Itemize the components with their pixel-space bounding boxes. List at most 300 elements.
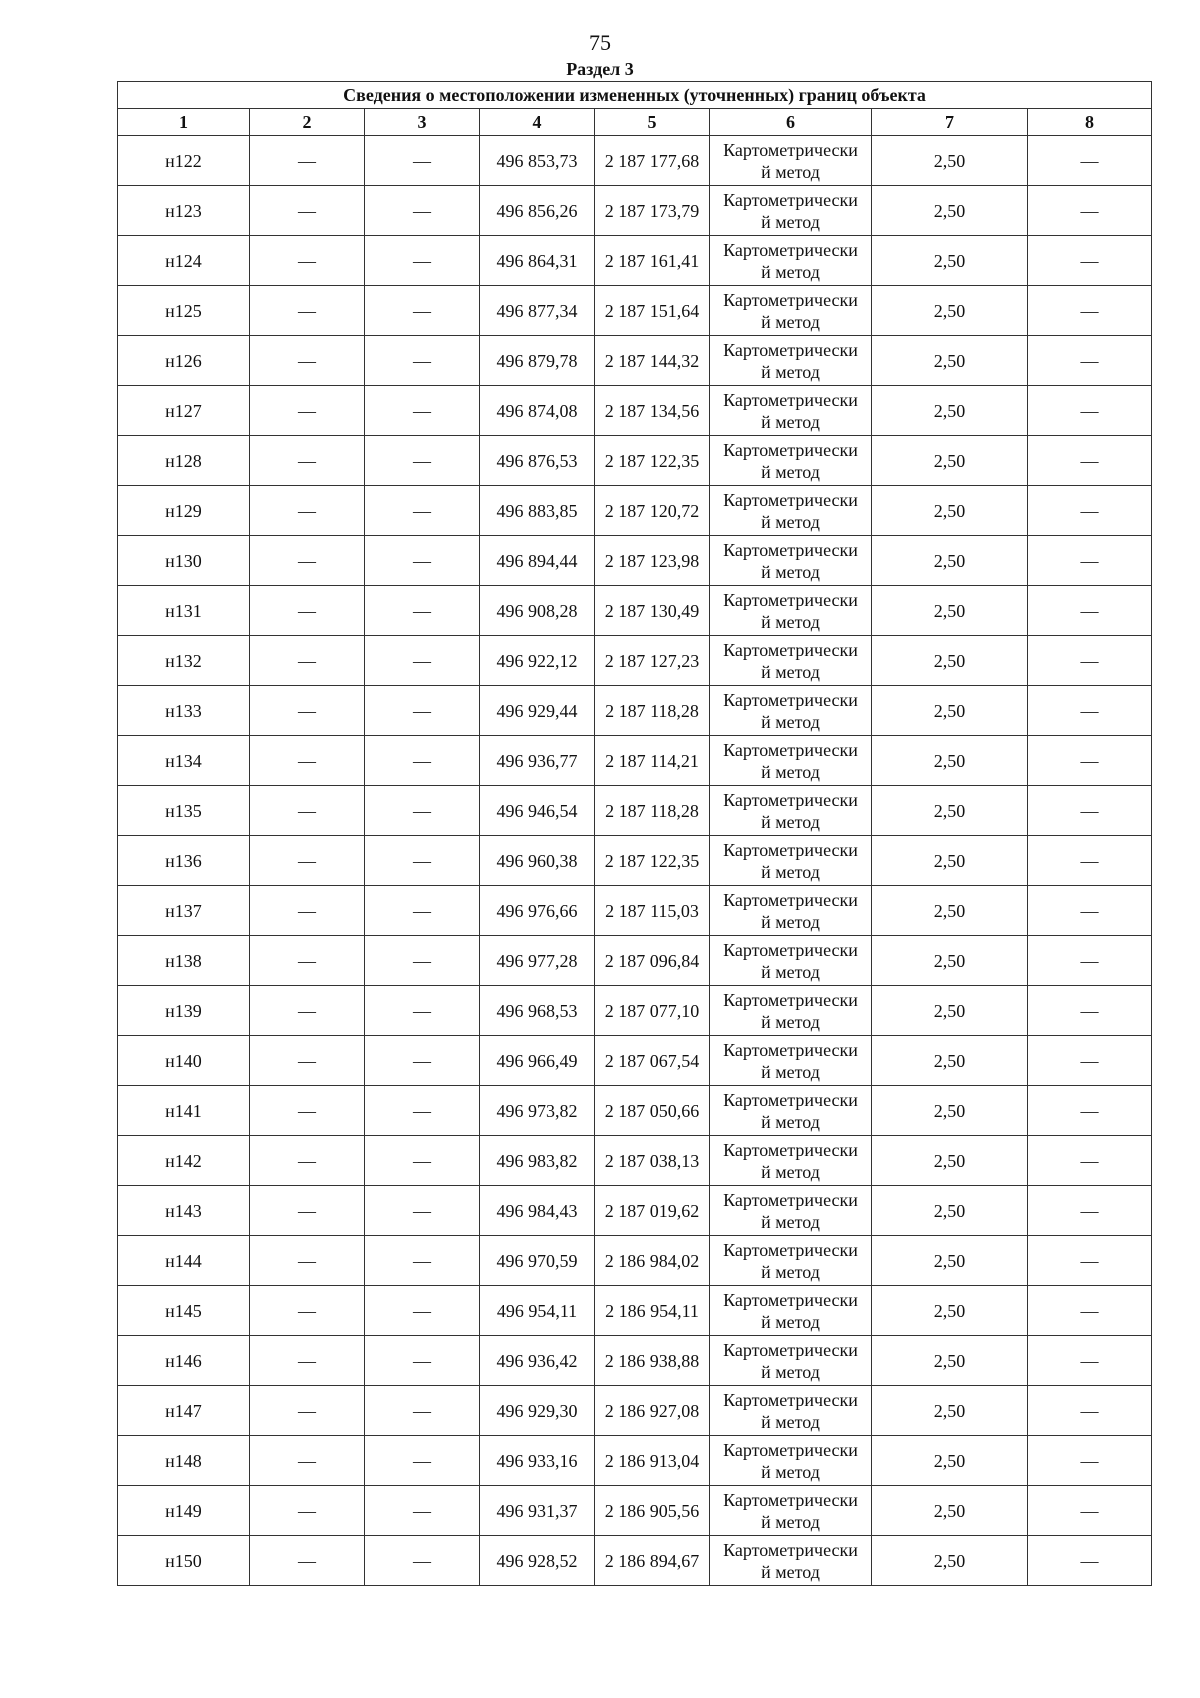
y-coordinate-cell: 2 187 130,49 xyxy=(595,586,710,636)
col3-cell: — xyxy=(365,586,480,636)
point-id-cell: н131 xyxy=(118,586,250,636)
col8-cell: — xyxy=(1028,586,1152,636)
col8-cell: — xyxy=(1028,1136,1152,1186)
col8-cell: — xyxy=(1028,486,1152,536)
y-coordinate-cell: 2 186 954,11 xyxy=(595,1286,710,1336)
method-cell xyxy=(710,1336,872,1386)
precision-cell: 2,50 xyxy=(872,1036,1028,1086)
method-line-1: Картометрически xyxy=(723,1089,858,1110)
x-coordinate-cell: 496 856,26 xyxy=(480,186,595,236)
precision-cell: 2,50 xyxy=(872,686,1028,736)
method-line-2: й метод xyxy=(761,311,820,332)
point-id-cell: н125 xyxy=(118,286,250,336)
col8-cell: — xyxy=(1028,1086,1152,1136)
table-row xyxy=(118,236,1152,286)
section-title: Раздел 3 xyxy=(566,59,634,79)
point-id-cell: н133 xyxy=(118,686,250,736)
x-coordinate-cell: 496 929,44 xyxy=(480,686,595,736)
method-cell xyxy=(710,386,872,436)
col8-cell: — xyxy=(1028,436,1152,486)
method-cell xyxy=(710,336,872,386)
col8-cell: — xyxy=(1028,836,1152,886)
table-row xyxy=(118,1486,1152,1536)
method-line-2: й метод xyxy=(761,361,820,382)
precision-cell: 2,50 xyxy=(872,1136,1028,1186)
x-coordinate-cell: 496 879,78 xyxy=(480,336,595,386)
point-id-cell: н123 xyxy=(118,186,250,236)
col8-cell: — xyxy=(1028,536,1152,586)
col8-cell: — xyxy=(1028,1536,1152,1586)
table-row xyxy=(118,936,1152,986)
x-coordinate-cell: 496 876,53 xyxy=(480,436,595,486)
table-row xyxy=(118,136,1152,186)
col3-cell: — xyxy=(365,136,480,186)
method-line-1: Картометрически xyxy=(723,1039,858,1060)
table-row xyxy=(118,1436,1152,1486)
precision-cell: 2,50 xyxy=(872,1086,1028,1136)
precision-cell: 2,50 xyxy=(872,236,1028,286)
y-coordinate-cell: 2 186 984,02 xyxy=(595,1236,710,1286)
method-line-2: й метод xyxy=(761,1511,820,1532)
precision-cell: 2,50 xyxy=(872,1486,1028,1536)
y-coordinate-cell: 2 187 127,23 xyxy=(595,636,710,686)
method-line-2: й метод xyxy=(761,1261,820,1282)
method-cell xyxy=(710,236,872,286)
point-id-cell: н141 xyxy=(118,1086,250,1136)
col2-cell: — xyxy=(250,736,365,786)
x-coordinate-cell: 496 983,82 xyxy=(480,1136,595,1186)
col8-cell: — xyxy=(1028,786,1152,836)
method-line-1: Картометрически xyxy=(723,1189,858,1210)
precision-cell: 2,50 xyxy=(872,886,1028,936)
x-coordinate-cell: 496 929,30 xyxy=(480,1386,595,1436)
table-row xyxy=(118,836,1152,886)
precision-cell: 2,50 xyxy=(872,736,1028,786)
precision-cell: 2,50 xyxy=(872,1286,1028,1336)
precision-cell: 2,50 xyxy=(872,1436,1028,1486)
point-id-cell: н136 xyxy=(118,836,250,886)
col8-cell: — xyxy=(1028,1036,1152,1086)
col8-cell: — xyxy=(1028,1436,1152,1486)
method-line-1: Картометрически xyxy=(723,689,858,710)
point-id-cell: н134 xyxy=(118,736,250,786)
method-line-2: й метод xyxy=(761,211,820,232)
table-row xyxy=(118,736,1152,786)
table-row xyxy=(118,1136,1152,1186)
col8-cell: — xyxy=(1028,1286,1152,1336)
method-cell xyxy=(710,1086,872,1136)
column-number: 5 xyxy=(595,109,710,136)
method-line-1: Картометрически xyxy=(723,1339,858,1360)
point-id-cell: н129 xyxy=(118,486,250,536)
method-line-2: й метод xyxy=(761,611,820,632)
x-coordinate-cell: 496 936,42 xyxy=(480,1336,595,1386)
point-id-cell: н124 xyxy=(118,236,250,286)
x-coordinate-cell: 496 984,43 xyxy=(480,1186,595,1236)
col2-cell: — xyxy=(250,436,365,486)
col8-cell: — xyxy=(1028,136,1152,186)
method-cell xyxy=(710,836,872,886)
table-row xyxy=(118,1186,1152,1236)
table-row xyxy=(118,286,1152,336)
precision-cell: 2,50 xyxy=(872,1186,1028,1236)
col2-cell: — xyxy=(250,1486,365,1536)
method-line-1: Картометрически xyxy=(723,739,858,760)
precision-cell: 2,50 xyxy=(872,336,1028,386)
table-caption-row xyxy=(118,82,1152,109)
x-coordinate-cell: 496 976,66 xyxy=(480,886,595,936)
col2-cell: — xyxy=(250,286,365,336)
point-id-cell: н130 xyxy=(118,536,250,586)
method-line-1: Картометрически xyxy=(723,189,858,210)
col8-cell: — xyxy=(1028,286,1152,336)
method-line-1: Картометрически xyxy=(723,1139,858,1160)
precision-cell: 2,50 xyxy=(872,386,1028,436)
column-number: 7 xyxy=(872,109,1028,136)
table-row xyxy=(118,336,1152,386)
method-cell xyxy=(710,1386,872,1436)
col3-cell: — xyxy=(365,1436,480,1486)
x-coordinate-cell: 496 928,52 xyxy=(480,1536,595,1586)
x-coordinate-cell: 496 922,12 xyxy=(480,636,595,686)
col8-cell: — xyxy=(1028,1486,1152,1536)
precision-cell: 2,50 xyxy=(872,586,1028,636)
col8-cell: — xyxy=(1028,636,1152,686)
table-row xyxy=(118,636,1152,686)
method-line-2: й метод xyxy=(761,1011,820,1032)
col3-cell: — xyxy=(365,336,480,386)
method-line-1: Картометрически xyxy=(723,1439,858,1460)
method-line-1: Картометрически xyxy=(723,339,858,360)
col3-cell: — xyxy=(365,536,480,586)
y-coordinate-cell: 2 187 038,13 xyxy=(595,1136,710,1186)
col2-cell: — xyxy=(250,336,365,386)
col2-cell: — xyxy=(250,186,365,236)
method-cell xyxy=(710,586,872,636)
point-id-cell: н149 xyxy=(118,1486,250,1536)
table-row xyxy=(118,986,1152,1036)
col8-cell: — xyxy=(1028,1236,1152,1286)
point-id-cell: н132 xyxy=(118,636,250,686)
point-id-cell: н143 xyxy=(118,1186,250,1236)
column-number: 8 xyxy=(1028,109,1152,136)
col8-cell: — xyxy=(1028,1336,1152,1386)
y-coordinate-cell: 2 187 134,56 xyxy=(595,386,710,436)
method-line-1: Картометрически xyxy=(723,1389,858,1410)
precision-cell: 2,50 xyxy=(872,936,1028,986)
table-row xyxy=(118,1536,1152,1586)
method-cell xyxy=(710,936,872,986)
table-row xyxy=(118,886,1152,936)
x-coordinate-cell: 496 960,38 xyxy=(480,836,595,886)
method-line-2: й метод xyxy=(761,1161,820,1182)
method-cell xyxy=(710,436,872,486)
method-line-2: й метод xyxy=(761,511,820,532)
col8-cell: — xyxy=(1028,386,1152,436)
y-coordinate-cell: 2 186 905,56 xyxy=(595,1486,710,1536)
method-line-2: й метод xyxy=(761,911,820,932)
table-row xyxy=(118,536,1152,586)
y-coordinate-cell: 2 187 177,68 xyxy=(595,136,710,186)
page-number: 75 xyxy=(589,30,611,55)
col3-cell: — xyxy=(365,1486,480,1536)
col3-cell: — xyxy=(365,436,480,486)
precision-cell: 2,50 xyxy=(872,1386,1028,1436)
col2-cell: — xyxy=(250,986,365,1036)
col3-cell: — xyxy=(365,486,480,536)
col8-cell: — xyxy=(1028,686,1152,736)
x-coordinate-cell: 496 936,77 xyxy=(480,736,595,786)
column-number-row xyxy=(118,109,1152,136)
method-cell xyxy=(710,686,872,736)
table-row xyxy=(118,486,1152,536)
y-coordinate-cell: 2 187 151,64 xyxy=(595,286,710,336)
col2-cell: — xyxy=(250,1236,365,1286)
col8-cell: — xyxy=(1028,336,1152,386)
column-number: 4 xyxy=(480,109,595,136)
method-line-2: й метод xyxy=(761,961,820,982)
point-id-cell: н145 xyxy=(118,1286,250,1336)
col2-cell: — xyxy=(250,786,365,836)
point-id-cell: н122 xyxy=(118,136,250,186)
x-coordinate-cell: 496 946,54 xyxy=(480,786,595,836)
col8-cell: — xyxy=(1028,1386,1152,1436)
col2-cell: — xyxy=(250,886,365,936)
precision-cell: 2,50 xyxy=(872,786,1028,836)
col2-cell: — xyxy=(250,536,365,586)
col8-cell: — xyxy=(1028,1186,1152,1236)
table-row xyxy=(118,1036,1152,1086)
col2-cell: — xyxy=(250,486,365,536)
method-cell xyxy=(710,1286,872,1336)
y-coordinate-cell: 2 187 050,66 xyxy=(595,1086,710,1136)
y-coordinate-cell: 2 187 096,84 xyxy=(595,936,710,986)
precision-cell: 2,50 xyxy=(872,136,1028,186)
precision-cell: 2,50 xyxy=(872,636,1028,686)
y-coordinate-cell: 2 187 120,72 xyxy=(595,486,710,536)
method-cell xyxy=(710,186,872,236)
boundary-coordinates-table xyxy=(117,81,1152,1586)
col2-cell: — xyxy=(250,636,365,686)
method-line-2: й метод xyxy=(761,161,820,182)
x-coordinate-cell: 496 973,82 xyxy=(480,1086,595,1136)
method-line-1: Картометрически xyxy=(723,639,858,660)
x-coordinate-cell: 496 877,34 xyxy=(480,286,595,336)
method-line-1: Картометрически xyxy=(723,989,858,1010)
x-coordinate-cell: 496 977,28 xyxy=(480,936,595,986)
x-coordinate-cell: 496 931,37 xyxy=(480,1486,595,1536)
precision-cell: 2,50 xyxy=(872,1336,1028,1386)
table-row xyxy=(118,586,1152,636)
method-line-2: й метод xyxy=(761,1111,820,1132)
table-row xyxy=(118,1086,1152,1136)
col3-cell: — xyxy=(365,186,480,236)
col3-cell: — xyxy=(365,1186,480,1236)
precision-cell: 2,50 xyxy=(872,1236,1028,1286)
table-row xyxy=(118,436,1152,486)
col3-cell: — xyxy=(365,736,480,786)
col2-cell: — xyxy=(250,1136,365,1186)
method-line-2: й метод xyxy=(761,1461,820,1482)
y-coordinate-cell: 2 187 118,28 xyxy=(595,686,710,736)
method-line-2: й метод xyxy=(761,1061,820,1082)
method-cell xyxy=(710,1236,872,1286)
method-line-2: й метод xyxy=(761,1311,820,1332)
table-row xyxy=(118,786,1152,836)
y-coordinate-cell: 2 186 927,08 xyxy=(595,1386,710,1436)
col2-cell: — xyxy=(250,1036,365,1086)
method-cell xyxy=(710,1186,872,1236)
x-coordinate-cell: 496 908,28 xyxy=(480,586,595,636)
y-coordinate-cell: 2 187 114,21 xyxy=(595,736,710,786)
method-cell xyxy=(710,136,872,186)
x-coordinate-cell: 496 864,31 xyxy=(480,236,595,286)
col3-cell: — xyxy=(365,786,480,836)
col8-cell: — xyxy=(1028,236,1152,286)
col2-cell: — xyxy=(250,686,365,736)
point-id-cell: н128 xyxy=(118,436,250,486)
point-id-cell: н150 xyxy=(118,1536,250,1586)
method-cell xyxy=(710,1036,872,1086)
x-coordinate-cell: 496 968,53 xyxy=(480,986,595,1036)
method-line-2: й метод xyxy=(761,1561,820,1582)
method-line-2: й метод xyxy=(761,1361,820,1382)
point-id-cell: н140 xyxy=(118,1036,250,1086)
col3-cell: — xyxy=(365,636,480,686)
col2-cell: — xyxy=(250,836,365,886)
precision-cell: 2,50 xyxy=(872,486,1028,536)
column-number: 3 xyxy=(365,109,480,136)
precision-cell: 2,50 xyxy=(872,436,1028,486)
point-id-cell: н139 xyxy=(118,986,250,1036)
col2-cell: — xyxy=(250,1336,365,1386)
x-coordinate-cell: 496 966,49 xyxy=(480,1036,595,1086)
method-line-1: Картометрически xyxy=(723,889,858,910)
method-line-1: Картометрически xyxy=(723,1289,858,1310)
table-caption: Сведения о местоположении измененных (уточненных) границ объекта xyxy=(118,82,1152,109)
col3-cell: — xyxy=(365,886,480,936)
x-coordinate-cell: 496 874,08 xyxy=(480,386,595,436)
col3-cell: — xyxy=(365,686,480,736)
point-id-cell: н135 xyxy=(118,786,250,836)
col3-cell: — xyxy=(365,1236,480,1286)
method-cell xyxy=(710,636,872,686)
method-line-1: Картометрически xyxy=(723,939,858,960)
y-coordinate-cell: 2 187 118,28 xyxy=(595,786,710,836)
point-id-cell: н138 xyxy=(118,936,250,986)
method-cell xyxy=(710,786,872,836)
precision-cell: 2,50 xyxy=(872,536,1028,586)
method-cell xyxy=(710,1436,872,1486)
point-id-cell: н146 xyxy=(118,1336,250,1386)
method-line-1: Картометрически xyxy=(723,1489,858,1510)
column-number: 6 xyxy=(710,109,872,136)
col3-cell: — xyxy=(365,286,480,336)
method-line-1: Картометрически xyxy=(723,789,858,810)
col3-cell: — xyxy=(365,1336,480,1386)
method-cell xyxy=(710,1486,872,1536)
col8-cell: — xyxy=(1028,936,1152,986)
precision-cell: 2,50 xyxy=(872,836,1028,886)
method-line-1: Картометрически xyxy=(723,239,858,260)
precision-cell: 2,50 xyxy=(872,986,1028,1036)
col2-cell: — xyxy=(250,1386,365,1436)
col2-cell: — xyxy=(250,236,365,286)
point-id-cell: н126 xyxy=(118,336,250,386)
point-id-cell: н137 xyxy=(118,886,250,936)
method-line-1: Картометрически xyxy=(723,1539,858,1560)
table-row xyxy=(118,1336,1152,1386)
y-coordinate-cell: 2 187 173,79 xyxy=(595,186,710,236)
precision-cell: 2,50 xyxy=(872,186,1028,236)
method-line-1: Картометрически xyxy=(723,139,858,160)
method-line-1: Картометрически xyxy=(723,839,858,860)
col3-cell: — xyxy=(365,1136,480,1186)
table-row xyxy=(118,186,1152,236)
col2-cell: — xyxy=(250,136,365,186)
method-cell xyxy=(710,1536,872,1586)
method-line-2: й метод xyxy=(761,561,820,582)
col2-cell: — xyxy=(250,1086,365,1136)
method-line-1: Картометрически xyxy=(723,389,858,410)
method-cell xyxy=(710,886,872,936)
y-coordinate-cell: 2 187 077,10 xyxy=(595,986,710,1036)
point-id-cell: н144 xyxy=(118,1236,250,1286)
method-line-2: й метод xyxy=(761,461,820,482)
y-coordinate-cell: 2 186 938,88 xyxy=(595,1336,710,1386)
method-line-2: й метод xyxy=(761,761,820,782)
table-row xyxy=(118,686,1152,736)
method-line-1: Картометрически xyxy=(723,539,858,560)
table-row xyxy=(118,1286,1152,1336)
col2-cell: — xyxy=(250,1186,365,1236)
col8-cell: — xyxy=(1028,186,1152,236)
point-id-cell: н148 xyxy=(118,1436,250,1486)
x-coordinate-cell: 496 933,16 xyxy=(480,1436,595,1486)
col2-cell: — xyxy=(250,1286,365,1336)
method-line-1: Картометрически xyxy=(723,1239,858,1260)
y-coordinate-cell: 2 187 122,35 xyxy=(595,436,710,486)
method-line-2: й метод xyxy=(761,711,820,732)
y-coordinate-cell: 2 187 122,35 xyxy=(595,836,710,886)
method-line-1: Картометрически xyxy=(723,289,858,310)
col8-cell: — xyxy=(1028,986,1152,1036)
table-body xyxy=(118,136,1152,1586)
col3-cell: — xyxy=(365,236,480,286)
x-coordinate-cell: 496 883,85 xyxy=(480,486,595,536)
method-line-2: й метод xyxy=(761,661,820,682)
method-line-1: Картометрически xyxy=(723,589,858,610)
column-number: 2 xyxy=(250,109,365,136)
x-coordinate-cell: 496 954,11 xyxy=(480,1286,595,1336)
col3-cell: — xyxy=(365,936,480,986)
col3-cell: — xyxy=(365,836,480,886)
method-line-1: Картометрически xyxy=(723,489,858,510)
point-id-cell: н127 xyxy=(118,386,250,436)
table-row xyxy=(118,1386,1152,1436)
y-coordinate-cell: 2 187 019,62 xyxy=(595,1186,710,1236)
y-coordinate-cell: 2 186 913,04 xyxy=(595,1436,710,1486)
col3-cell: — xyxy=(365,986,480,1036)
x-coordinate-cell: 496 853,73 xyxy=(480,136,595,186)
method-line-2: й метод xyxy=(761,811,820,832)
precision-cell: 2,50 xyxy=(872,286,1028,336)
point-id-cell: н147 xyxy=(118,1386,250,1436)
method-cell xyxy=(710,1136,872,1186)
table-row xyxy=(118,386,1152,436)
method-cell xyxy=(710,286,872,336)
col2-cell: — xyxy=(250,1536,365,1586)
